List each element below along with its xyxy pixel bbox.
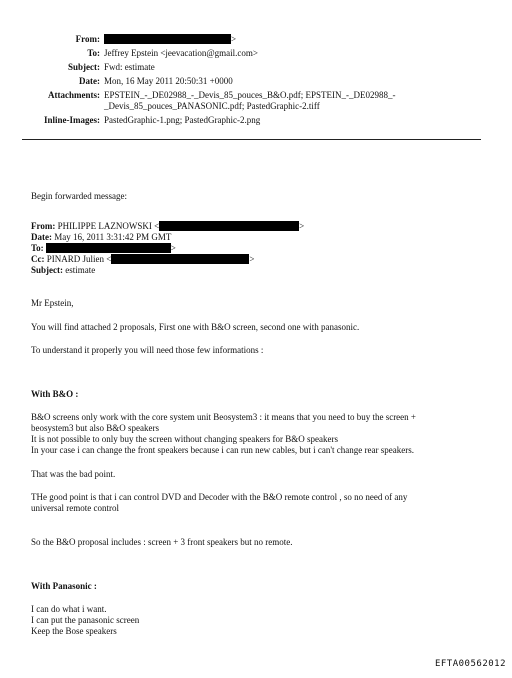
panasonic-heading: With Panasonic : (31, 581, 97, 591)
fwd-cc-row (31, 254, 254, 265)
good-point-line-2: universal remote control (31, 503, 119, 513)
fwd-subject-value: estimate (65, 265, 96, 275)
header-to-value: Jeffrey Epstein <jeevacation@gmail.com> (104, 48, 258, 58)
panasonic-line-1: I can do what i want. (31, 604, 107, 614)
attachments-line-2: _Devis_85_pouces_PANASONIC.pdf; PastedGraphic-2.tiff (104, 101, 320, 111)
to-label: To: (87, 48, 100, 58)
panasonic-line-2: I can put the panasonic screen (31, 615, 140, 625)
fwd-from-label: From: (31, 221, 56, 231)
date-label: Date: (79, 76, 100, 86)
good-point-line-1: THe good point is that i can control DVD and Decoder with the B&O remote control , so no need of any (31, 492, 408, 502)
redaction-bar (104, 34, 231, 44)
header-subject-value: Fwd: estimate (104, 62, 155, 72)
fwd-subject-row (31, 265, 95, 276)
bo-line-3: It is not possible to only buy the screen without changing speakers for B&O speakers (31, 434, 338, 444)
fwd-subject-label: Subject: (31, 265, 63, 275)
bo-line-2: beosystem3 but also B&O speakers (31, 423, 159, 433)
fwd-cc-value: PINARD Julien < (46, 254, 112, 264)
inline-images-label: Inline-Images: (44, 115, 100, 125)
bo-heading: With B&O : (31, 389, 79, 399)
bo-proposal-text: So the B&O proposal includes : screen + 3 front speakers but no remote. (31, 537, 293, 547)
bo-line-4: In your case i can change the front speakers because i can run new cables, but i can't change rear speakers. (31, 445, 414, 455)
document-id-stamp: EFTA00562012 (434, 659, 506, 669)
fwd-from-value: PHILIPPE LAZNOWSKI < (57, 221, 160, 231)
fwd-to-row (31, 243, 176, 254)
fwd-from-tail: > (299, 221, 305, 231)
bo-line-1: B&O screens only work with the core system unit Beosystem3 : it means that you need to buy the screen + (31, 412, 417, 422)
attachments-line-1: EPSTEIN_-_DE02988_-_Devis_85_pouces_B&O.pdf; EPSTEIN_-_DE02988_- (104, 90, 396, 100)
fwd-to-tail: > (170, 243, 176, 253)
bad-point-text: That was the bad point. (31, 469, 116, 479)
begin-forwarded-text: Begin forwarded message: (31, 191, 127, 201)
redaction-bar (111, 254, 249, 264)
redaction-bar (46, 243, 171, 253)
header-date-value: Mon, 16 May 2011 20:50:31 +0000 (104, 76, 233, 86)
fwd-to-label: To: (31, 243, 44, 253)
fwd-date-row (31, 232, 171, 243)
from-tail: > (231, 34, 237, 44)
fwd-from-row (31, 221, 304, 232)
attachments-label: Attachments: (48, 90, 100, 100)
inline-images-value: PastedGraphic-1.png; PastedGraphic-2.png (104, 115, 261, 125)
paragraph-proposals: You will find attached 2 proposals, First one with B&O screen, second one with panasonic. (31, 322, 360, 332)
header-divider (22, 139, 481, 140)
fwd-date-label: Date: (31, 232, 52, 242)
redaction-bar (159, 221, 299, 231)
fwd-date-value: May 16, 2011 3:31:42 PM GMT (54, 232, 172, 242)
paragraph-informations: To understand it properly you will need those few informations : (31, 345, 264, 355)
from-label: From: (75, 34, 100, 44)
header-from-value (104, 34, 236, 45)
fwd-cc-tail: > (249, 254, 255, 264)
greeting: Mr Epstein, (31, 298, 74, 308)
panasonic-line-3: Keep the Bose speakers (31, 626, 117, 636)
subject-label: Subject: (68, 62, 100, 72)
fwd-cc-label: Cc: (31, 254, 45, 264)
